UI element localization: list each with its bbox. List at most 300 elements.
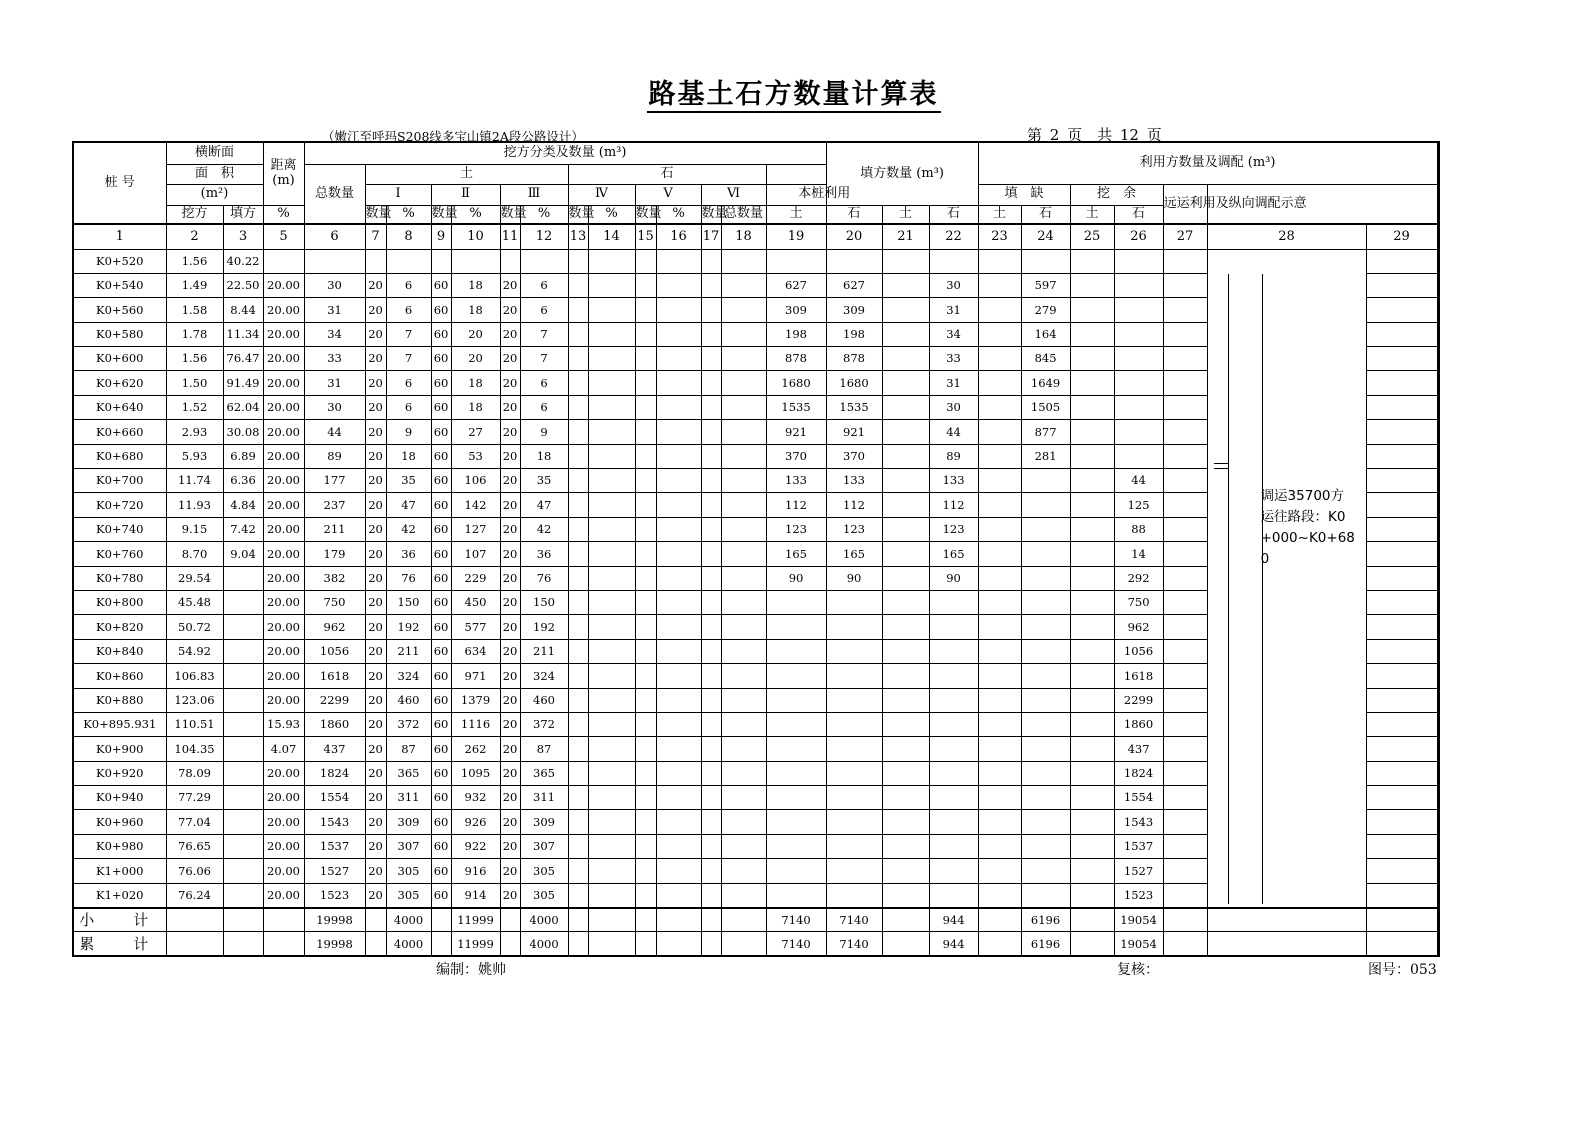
table-cell: 34 bbox=[929, 322, 978, 346]
table-cell: 30 bbox=[929, 273, 978, 297]
table-cell: 42 bbox=[520, 517, 568, 541]
table-cell bbox=[1163, 590, 1207, 614]
table-cell: 370 bbox=[826, 444, 882, 468]
table-cell: 211 bbox=[386, 639, 431, 663]
table-cell bbox=[701, 249, 721, 273]
header-total-qty: 总数量 bbox=[304, 164, 365, 224]
table-cell bbox=[1070, 761, 1114, 785]
table-cell bbox=[635, 566, 656, 590]
table-cell bbox=[766, 737, 826, 761]
remarks-cell bbox=[1366, 761, 1437, 785]
table-cell: 107 bbox=[451, 542, 500, 566]
table-cell bbox=[1070, 908, 1114, 932]
table-cell bbox=[882, 737, 929, 761]
table-cell: 944 bbox=[929, 932, 978, 956]
table-cell bbox=[1114, 249, 1163, 273]
table-cell: 87 bbox=[386, 737, 431, 761]
table-cell: 211 bbox=[520, 639, 568, 663]
table-cell bbox=[431, 908, 451, 932]
table-cell: 20 bbox=[500, 810, 520, 834]
table-cell bbox=[1070, 688, 1114, 712]
table-cell bbox=[978, 469, 1021, 493]
table-cell bbox=[826, 590, 882, 614]
table-cell: 192 bbox=[520, 615, 568, 639]
table-cell bbox=[766, 761, 826, 785]
table-cell: 27 bbox=[451, 420, 500, 444]
column-index: 14 bbox=[588, 224, 635, 249]
header-qty-4: 数量 bbox=[568, 205, 588, 224]
header-pct-5: % bbox=[588, 205, 635, 224]
table-cell: 382 bbox=[304, 566, 365, 590]
table-cell bbox=[656, 664, 701, 688]
table-cell: 76.06 bbox=[166, 859, 223, 883]
table-cell bbox=[635, 371, 656, 395]
table-cell bbox=[223, 664, 263, 688]
table-cell: 365 bbox=[386, 761, 431, 785]
table-cell: 6 bbox=[520, 273, 568, 297]
table-cell bbox=[1070, 444, 1114, 468]
table-cell bbox=[1021, 688, 1070, 712]
table-cell bbox=[766, 786, 826, 810]
remarks-cell bbox=[1366, 615, 1437, 639]
header-rock-group: 石 bbox=[568, 164, 766, 184]
table-cell bbox=[766, 639, 826, 663]
table-cell: 20.00 bbox=[263, 273, 304, 297]
header-use-rock: 石 bbox=[929, 205, 978, 224]
table-cell bbox=[1163, 322, 1207, 346]
table-cell: 292 bbox=[1114, 566, 1163, 590]
table-cell bbox=[568, 493, 588, 517]
table-cell bbox=[1021, 810, 1070, 834]
header-row-1 bbox=[73, 142, 1439, 164]
table-cell: 88 bbox=[1114, 517, 1163, 541]
table-cell: 20.00 bbox=[263, 542, 304, 566]
table-cell: 112 bbox=[766, 493, 826, 517]
table-cell: 305 bbox=[386, 859, 431, 883]
table-cell bbox=[568, 639, 588, 663]
table-cell: 4.84 bbox=[223, 493, 263, 517]
table-cell bbox=[721, 737, 766, 761]
header-fill-soil: 土 bbox=[766, 205, 826, 224]
header-pct-2: % bbox=[386, 205, 431, 224]
table-cell: 45.48 bbox=[166, 590, 223, 614]
table-cell: 30 bbox=[929, 395, 978, 419]
table-cell bbox=[263, 249, 304, 273]
column-index: 17 bbox=[701, 224, 721, 249]
table-cell bbox=[588, 810, 635, 834]
table-cell bbox=[1021, 664, 1070, 688]
table-cell: 54.92 bbox=[166, 639, 223, 663]
table-cell bbox=[978, 664, 1021, 688]
table-cell bbox=[1021, 249, 1070, 273]
table-cell: 18 bbox=[386, 444, 431, 468]
table-cell bbox=[656, 322, 701, 346]
table-cell: 44 bbox=[929, 420, 978, 444]
table-cell bbox=[978, 688, 1021, 712]
table-cell: 1618 bbox=[304, 664, 365, 688]
table-cell bbox=[656, 517, 701, 541]
table-cell bbox=[1163, 639, 1207, 663]
table-cell bbox=[701, 639, 721, 663]
table-cell: 19998 bbox=[304, 932, 365, 956]
table-cell: 6.36 bbox=[223, 469, 263, 493]
table-cell bbox=[721, 566, 766, 590]
table-cell bbox=[721, 249, 766, 273]
station-cell: K0+640 bbox=[73, 395, 166, 419]
table-cell bbox=[766, 664, 826, 688]
table-cell bbox=[1163, 908, 1207, 932]
table-cell: 164 bbox=[1021, 322, 1070, 346]
table-cell: 7 bbox=[520, 347, 568, 371]
table-cell: 20 bbox=[365, 542, 386, 566]
table-cell: 31 bbox=[929, 298, 978, 322]
table-cell bbox=[1163, 688, 1207, 712]
header-surplus-soil: 土 bbox=[1070, 205, 1114, 224]
table-cell bbox=[1021, 859, 1070, 883]
table-cell bbox=[635, 664, 656, 688]
table-cell: 450 bbox=[451, 590, 500, 614]
table-cell bbox=[568, 810, 588, 834]
table-cell bbox=[1163, 615, 1207, 639]
table-cell: 311 bbox=[520, 786, 568, 810]
table-cell bbox=[929, 712, 978, 736]
table-cell bbox=[1021, 469, 1070, 493]
table-cell: 20 bbox=[500, 883, 520, 907]
table-cell: 4000 bbox=[386, 932, 431, 956]
table-cell bbox=[1163, 420, 1207, 444]
table-cell: 198 bbox=[766, 322, 826, 346]
table-cell: 77.04 bbox=[166, 810, 223, 834]
table-cell bbox=[721, 688, 766, 712]
table-cell: 76 bbox=[386, 566, 431, 590]
table-cell bbox=[766, 249, 826, 273]
column-index: 6 bbox=[304, 224, 365, 249]
table-cell: 577 bbox=[451, 615, 500, 639]
header-remarks bbox=[1437, 142, 1439, 224]
table-cell: 6 bbox=[520, 395, 568, 419]
table-cell: 6196 bbox=[1021, 908, 1070, 932]
station-cell: K0+520 bbox=[73, 249, 166, 273]
table-cell bbox=[978, 908, 1021, 932]
table-cell bbox=[882, 420, 929, 444]
table-cell bbox=[978, 420, 1021, 444]
table-cell: 281 bbox=[1021, 444, 1070, 468]
table-cell: 20 bbox=[365, 615, 386, 639]
table-cell bbox=[656, 566, 701, 590]
table-cell bbox=[223, 883, 263, 907]
table-cell bbox=[701, 298, 721, 322]
table-cell: 878 bbox=[826, 347, 882, 371]
table-cell: 971 bbox=[451, 664, 500, 688]
header-station: 桩 号 bbox=[73, 142, 166, 224]
table-cell bbox=[568, 542, 588, 566]
table-cell bbox=[588, 347, 635, 371]
station-cell: K0+920 bbox=[73, 761, 166, 785]
table-cell bbox=[1163, 932, 1207, 956]
table-cell: 20 bbox=[365, 688, 386, 712]
table-cell bbox=[766, 810, 826, 834]
header-class-3: Ⅲ bbox=[500, 184, 568, 205]
table-cell: 324 bbox=[386, 664, 431, 688]
table-cell: 6 bbox=[386, 273, 431, 297]
table-cell: 1860 bbox=[1114, 712, 1163, 736]
table-cell: 110.51 bbox=[166, 712, 223, 736]
table-cell bbox=[635, 908, 656, 932]
table-cell bbox=[1070, 493, 1114, 517]
table-cell bbox=[500, 908, 520, 932]
table-cell bbox=[1021, 493, 1070, 517]
table-cell: 20.00 bbox=[263, 664, 304, 688]
table-cell: 1523 bbox=[304, 883, 365, 907]
table-cell bbox=[656, 542, 701, 566]
table-cell: 1527 bbox=[304, 859, 365, 883]
table-cell: 30 bbox=[304, 395, 365, 419]
remarks-cell bbox=[1366, 322, 1437, 346]
table-cell bbox=[568, 420, 588, 444]
station-cell: K0+820 bbox=[73, 615, 166, 639]
table-cell bbox=[263, 908, 304, 932]
remarks-cell bbox=[1366, 664, 1437, 688]
remarks-cell bbox=[1366, 834, 1437, 858]
table-cell: 2.93 bbox=[166, 420, 223, 444]
table-cell bbox=[766, 859, 826, 883]
table-cell: 35 bbox=[520, 469, 568, 493]
table-cell: 20 bbox=[500, 542, 520, 566]
table-cell bbox=[588, 517, 635, 541]
table-cell: 372 bbox=[520, 712, 568, 736]
table-cell bbox=[588, 688, 635, 712]
table-cell bbox=[721, 493, 766, 517]
table-cell bbox=[721, 859, 766, 883]
table-cell: 372 bbox=[386, 712, 431, 736]
table-cell: 4000 bbox=[386, 908, 431, 932]
table-cell: 20 bbox=[365, 761, 386, 785]
table-cell bbox=[588, 249, 635, 273]
table-cell: 60 bbox=[431, 347, 451, 371]
table-cell bbox=[1114, 395, 1163, 419]
table-cell bbox=[1021, 834, 1070, 858]
table-cell bbox=[978, 712, 1021, 736]
table-cell: 11999 bbox=[451, 932, 500, 956]
table-cell: 90 bbox=[929, 566, 978, 590]
table-cell bbox=[166, 932, 223, 956]
column-index: 29 bbox=[1366, 224, 1437, 249]
table-cell: 50.72 bbox=[166, 615, 223, 639]
subtotal-row-label: 小 计 bbox=[73, 908, 166, 932]
table-cell bbox=[766, 590, 826, 614]
haul-diagram-cell bbox=[1207, 249, 1366, 908]
header-class-4: Ⅳ bbox=[568, 184, 635, 205]
station-cell: K0+900 bbox=[73, 737, 166, 761]
header-surplus-rock: 石 bbox=[1114, 205, 1163, 224]
table-cell: 60 bbox=[431, 590, 451, 614]
table-cell bbox=[929, 810, 978, 834]
table-cell: 4000 bbox=[520, 932, 568, 956]
table-cell: 123 bbox=[929, 517, 978, 541]
table-cell bbox=[656, 810, 701, 834]
table-cell bbox=[701, 493, 721, 517]
table-cell: 7 bbox=[386, 322, 431, 346]
remarks-cell bbox=[1366, 420, 1437, 444]
table-cell bbox=[1070, 712, 1114, 736]
table-cell: 845 bbox=[1021, 347, 1070, 371]
table-cell: 30 bbox=[304, 273, 365, 297]
table-cell: 19998 bbox=[304, 908, 365, 932]
table-cell bbox=[1070, 517, 1114, 541]
table-cell: 31 bbox=[304, 371, 365, 395]
table-cell bbox=[635, 273, 656, 297]
column-index: 8 bbox=[386, 224, 431, 249]
table-cell bbox=[656, 395, 701, 419]
table-cell: 123.06 bbox=[166, 688, 223, 712]
table-cell: 20 bbox=[451, 347, 500, 371]
remarks-cell bbox=[1366, 859, 1437, 883]
table-cell: 60 bbox=[431, 664, 451, 688]
table-cell bbox=[1163, 371, 1207, 395]
table-cell bbox=[701, 908, 721, 932]
table-cell bbox=[635, 761, 656, 785]
table-cell: 20 bbox=[500, 420, 520, 444]
table-cell bbox=[929, 859, 978, 883]
table-cell bbox=[701, 469, 721, 493]
table-cell: 142 bbox=[451, 493, 500, 517]
table-cell bbox=[826, 883, 882, 907]
table-cell: 60 bbox=[431, 786, 451, 810]
table-cell: 6 bbox=[386, 395, 431, 419]
table-cell bbox=[635, 615, 656, 639]
station-cell: K0+760 bbox=[73, 542, 166, 566]
table-cell bbox=[568, 688, 588, 712]
table-cell bbox=[588, 493, 635, 517]
table-cell bbox=[701, 737, 721, 761]
table-cell bbox=[588, 590, 635, 614]
table-cell bbox=[978, 249, 1021, 273]
column-index: 27 bbox=[1163, 224, 1207, 249]
header-deficit-rock: 石 bbox=[1021, 205, 1070, 224]
compiled-by: 编制：姚帅 bbox=[436, 962, 506, 978]
table-cell bbox=[1163, 664, 1207, 688]
header-local-use: 本桩利用 bbox=[766, 184, 882, 205]
table-cell bbox=[929, 761, 978, 785]
table-cell bbox=[223, 932, 263, 956]
station-cell: K1+000 bbox=[73, 859, 166, 883]
table-cell: 76 bbox=[520, 566, 568, 590]
table-cell bbox=[978, 615, 1021, 639]
table-cell bbox=[721, 444, 766, 468]
table-cell: 90 bbox=[766, 566, 826, 590]
table-cell bbox=[721, 590, 766, 614]
table-cell: 179 bbox=[304, 542, 365, 566]
table-cell: 962 bbox=[1114, 615, 1163, 639]
table-cell bbox=[1021, 590, 1070, 614]
remarks-cell bbox=[1366, 688, 1437, 712]
table-cell bbox=[929, 883, 978, 907]
table-cell bbox=[721, 542, 766, 566]
table-cell bbox=[721, 420, 766, 444]
table-cell bbox=[635, 639, 656, 663]
remarks-cell bbox=[1366, 908, 1437, 932]
table-cell bbox=[721, 834, 766, 858]
column-index: 5 bbox=[263, 224, 304, 249]
table-cell bbox=[588, 566, 635, 590]
header-class-6: Ⅵ bbox=[701, 184, 766, 205]
table-cell: 1535 bbox=[826, 395, 882, 419]
table-cell bbox=[929, 249, 978, 273]
table-cell: 165 bbox=[766, 542, 826, 566]
table-cell bbox=[588, 542, 635, 566]
table-cell: 18 bbox=[451, 273, 500, 297]
table-cell bbox=[520, 249, 568, 273]
station-cell: K0+540 bbox=[73, 273, 166, 297]
table-cell bbox=[1070, 664, 1114, 688]
station-cell: K0+560 bbox=[73, 298, 166, 322]
table-cell: 9 bbox=[520, 420, 568, 444]
table-body bbox=[73, 142, 1439, 956]
remarks-cell bbox=[1366, 737, 1437, 761]
table-cell: 20 bbox=[365, 859, 386, 883]
table-cell bbox=[588, 908, 635, 932]
table-cell bbox=[635, 444, 656, 468]
table-cell: 20.00 bbox=[263, 420, 304, 444]
remarks-cell bbox=[1366, 493, 1437, 517]
table-cell bbox=[568, 322, 588, 346]
table-cell bbox=[656, 371, 701, 395]
table-cell bbox=[588, 298, 635, 322]
header-fill-rock: 石 bbox=[826, 205, 882, 224]
table-cell bbox=[656, 639, 701, 663]
table-cell: 33 bbox=[929, 347, 978, 371]
column-index: 13 bbox=[568, 224, 588, 249]
table-cell: 6196 bbox=[1021, 932, 1070, 956]
table-cell bbox=[721, 322, 766, 346]
table-cell: 1527 bbox=[1114, 859, 1163, 883]
table-cell: 77.29 bbox=[166, 786, 223, 810]
table-cell: 60 bbox=[431, 395, 451, 419]
column-index: 26 bbox=[1114, 224, 1163, 249]
station-cell: K0+880 bbox=[73, 688, 166, 712]
table-cell: 211 bbox=[304, 517, 365, 541]
table-cell: 7 bbox=[520, 322, 568, 346]
table-cell bbox=[656, 908, 701, 932]
table-cell: 20.00 bbox=[263, 883, 304, 907]
table-cell bbox=[1070, 322, 1114, 346]
table-cell bbox=[635, 420, 656, 444]
table-cell: 307 bbox=[520, 834, 568, 858]
header-class-2: Ⅱ bbox=[431, 184, 500, 205]
table-cell bbox=[721, 908, 766, 932]
table-cell: 20 bbox=[365, 322, 386, 346]
table-cell: 78.09 bbox=[166, 761, 223, 785]
column-index-row bbox=[73, 224, 1439, 249]
table-cell bbox=[568, 908, 588, 932]
table-cell bbox=[588, 444, 635, 468]
table-cell: 20.00 bbox=[263, 834, 304, 858]
table-cell bbox=[568, 590, 588, 614]
table-cell bbox=[1163, 273, 1207, 297]
table-cell: 11.34 bbox=[223, 322, 263, 346]
header-class-5: Ⅴ bbox=[635, 184, 701, 205]
table-cell: 8.70 bbox=[166, 542, 223, 566]
table-cell: 20 bbox=[365, 493, 386, 517]
table-cell bbox=[929, 688, 978, 712]
table-cell: 6 bbox=[386, 298, 431, 322]
table-cell bbox=[721, 639, 766, 663]
table-cell: 20 bbox=[500, 688, 520, 712]
table-cell bbox=[1021, 883, 1070, 907]
table-cell: 60 bbox=[431, 615, 451, 639]
table-cell bbox=[568, 932, 588, 956]
table-cell bbox=[1070, 834, 1114, 858]
